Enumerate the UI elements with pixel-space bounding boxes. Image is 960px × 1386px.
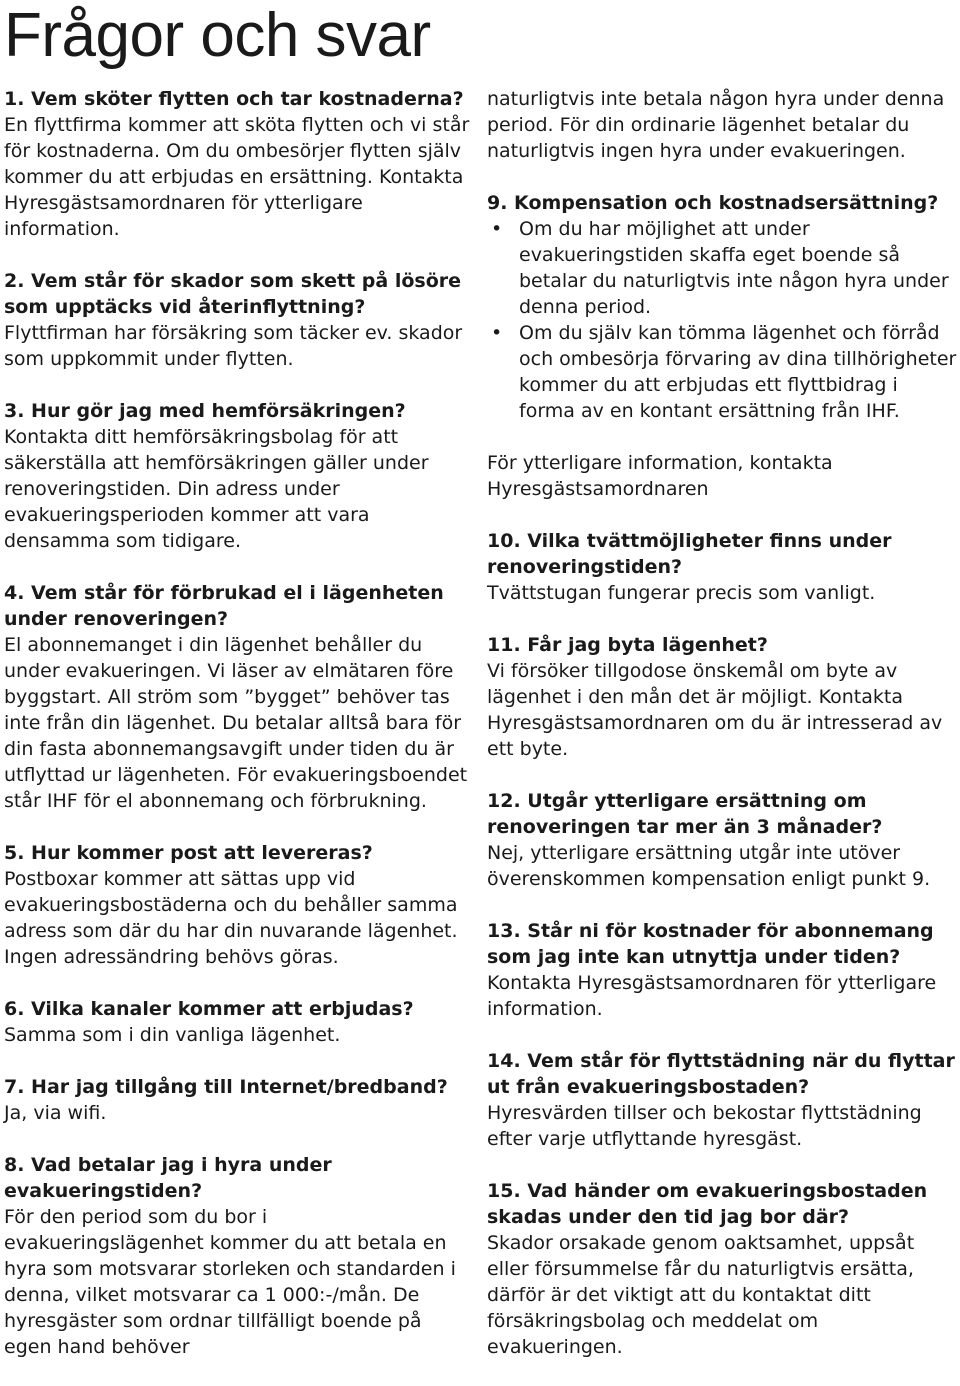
faq-item-5 [4,840,470,970]
bullet-text: Om du har möjlighet att under evakueringstiden skaffa eget boende så betalar du naturligtvis inte någon hyra under denna period. [519,218,949,318]
faq-question: 13. Står ni för kostnader för abonnemang som jag inte kan utnyttja under tiden? [487,920,934,968]
faq-item-12 [487,788,957,892]
faq-question: 11. Får jag byta lägenhet? [487,634,768,656]
right-column [487,86,957,1386]
faq-item-1 [4,86,470,242]
faq-answer: Ja, via wifi. [4,1102,107,1124]
faq-question: 9. Kompensation och kostnadsersättning? [487,192,939,214]
faq-item-15 [487,1178,957,1360]
faq-answer: El abonnemanget i din lägenhet behåller du under evakueringen. Vi läser av elmätaren före byggstart. All ström som ”bygget” behöver tas inte från din lägenhet. Du betalar alltså bara för din fasta abonnemangsavgift under tiden du är utflyttad ur lägenheten. För evakueringsboendet står IHF för el abonnemang och förbrukning. [4,634,468,812]
faq-answer: Skador orsakade genom oaktsamhet, uppsåt eller försummelse får du naturligtvis ersätta, därför är det viktigt att du kontaktat ditt försäkringsbolag och meddelat om evakueringen. [487,1232,915,1358]
faq-bullet-list [487,216,957,424]
bullet-text: Om du själv kan tömma lägenhet och förråd och ombesörja förvaring av dina tillhörigheter kommer du att erbjudas ett flyttbidrag i forma av en kontant ersättning från IHF. [519,322,957,422]
faq-answer: Nej, ytterligare ersättning utgår inte utöver överenskommen kompensation enligt punkt 9. [487,842,931,890]
faq-question: 7. Har jag tillgång till Internet/bredband? [4,1076,448,1098]
faq-item-13 [487,918,957,1022]
faq-question: 5. Hur kommer post att levereras? [4,842,373,864]
faq-item-14 [487,1048,957,1152]
faq-answer: För den period som du bor i evakueringslägenhet kommer du att betala en hyra som motsvarar storleken och standarden i denna, vilket motsvarar ca 1 000:-/mån. De hyresgäster som ordnar tillfälligt boende på egen hand behöver [4,1206,456,1358]
faq-question: 1. Vem sköter flytten och tar kostnaderna? [4,88,464,110]
faq-answer: En flyttfirma kommer att sköta flytten och vi står för kostnaderna. Om du ombesörjer flytten själv kommer du att erbjudas en ersättning. Kontakta Hyresgästsamordnaren för ytterligare information. [4,114,470,240]
faq-question: 12. Utgår ytterligare ersättning om renoveringen tar mer än 3 månader? [487,790,883,838]
page-title: Frågor och svar [4,1,431,70]
left-column [4,86,470,1386]
faq-item-4 [4,580,470,814]
bullet-icon: • [491,322,503,344]
faq-answer: Vi försöker tillgodose önskemål om byte av lägenhet i den mån det är möjligt. Kontakta Hyresgästsamordnaren om du är intresserad av ett byte. [487,660,943,760]
faq-item-3 [4,398,470,554]
bullet-icon: • [491,218,503,240]
faq-question: 3. Hur gör jag med hemförsäkringen? [4,400,406,422]
faq-answer: Kontakta Hyresgästsamordnaren för ytterligare information. [487,972,937,1020]
faq-item-9 [487,190,957,424]
faq-answer: Tvättstugan fungerar precis som vanligt. [487,582,876,604]
faq-item-2 [4,268,470,372]
faq-9-contact-note: För ytterligare information, kontakta Hyresgästsamordnaren [487,452,833,500]
faq-answer: Kontakta ditt hemförsäkringsbolag för att säkerställa att hemförsäkringen gäller under renoveringstiden. Din adress under evakueringsperioden kommer att vara densamma som tidigare. [4,426,429,552]
faq-question: 10. Vilka tvättmöjligheter finns under renoveringstiden? [487,530,892,578]
faq-question: 2. Vem står för skador som skett på lösöre som upptäcks vid återinflyttning? [4,270,462,318]
faq-item-6 [4,996,470,1048]
faq-answer: Samma som i din vanliga lägenhet. [4,1024,341,1046]
faq-question: 6. Vilka kanaler kommer att erbjudas? [4,998,414,1020]
faq-item-10 [487,528,957,606]
faq-answer: Hyresvärden tillser och bekostar flyttstädning efter varje utflyttande hyresgäst. [487,1102,922,1150]
faq-question: 4. Vem står för förbrukad el i lägenheten under renoveringen? [4,582,444,630]
faq-answer-continuation: naturligtvis inte betala någon hyra under denna period. För din ordinarie lägenhet betalar du naturligtvis ingen hyra under evakueringen. [487,88,945,162]
list-item [487,216,957,320]
faq-question: 14. Vem står för flyttstädning när du flyttar ut från evakueringsbostaden? [487,1050,955,1098]
faq-answer: Flyttfirman har försäkring som täcker ev. skador som uppkommit under flytten. [4,322,463,370]
faq-item-8 [4,1152,470,1360]
list-item [487,320,957,424]
faq-question: 8. Vad betalar jag i hyra under evakueringstiden? [4,1154,332,1202]
faq-item-11 [487,632,957,762]
faq-question: 15. Vad händer om evakueringsbostaden skadas under den tid jag bor där? [487,1180,928,1228]
faq-answer: Postboxar kommer att sättas upp vid evakueringsbostäderna och du behåller samma adress som där du har din nuvarande lägenhet. Ingen adressändring behövs göras. [4,868,458,968]
faq-item-7 [4,1074,470,1126]
